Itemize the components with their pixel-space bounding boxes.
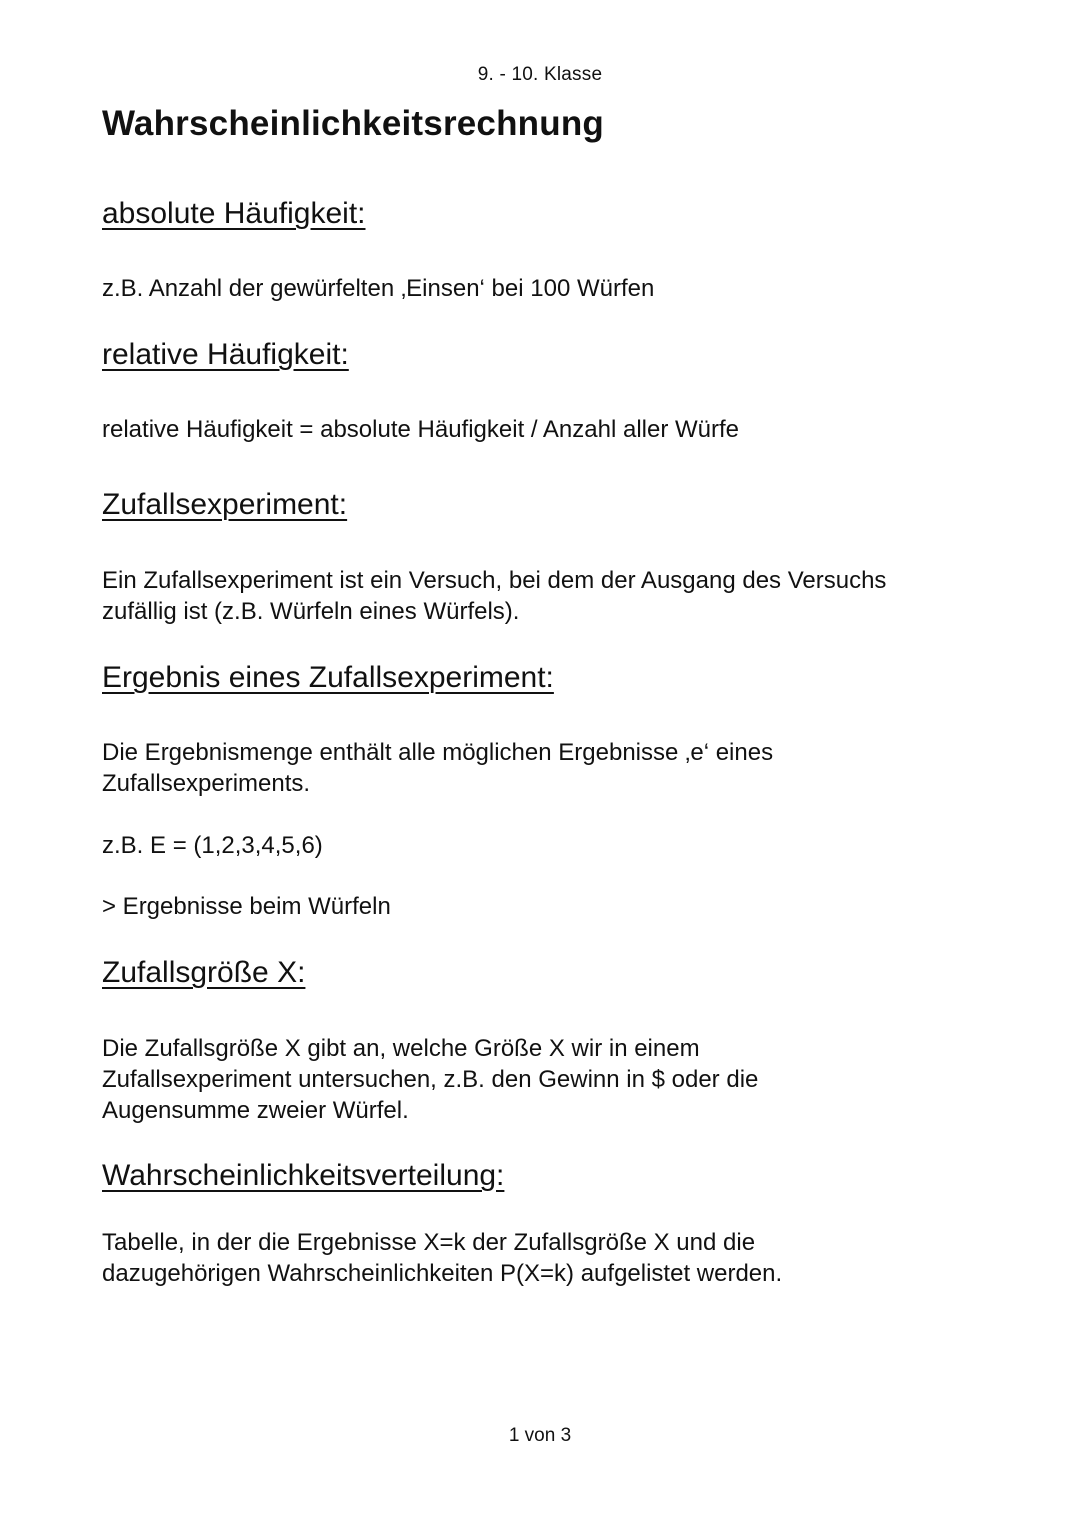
- paragraph-outcome-set-example: z.B. E = (1,2,3,4,5,6): [102, 832, 323, 859]
- heading-absolute-frequency: absolute Häufigkeit:: [102, 197, 366, 230]
- paragraph-random-variable-definition: Die Zufallsgröße X gibt an, welche Größe X wir in einem Zufallsexperiment untersuchen, z.B. den Gewinn in $ oder die Augensumme zweier Würfel.: [102, 1035, 759, 1124]
- paragraph-probability-distribution-definition: Tabelle, in der die Ergebnisse X=k der Zufallsgröße X und die dazugehörigen Wahrscheinlichkeiten P(X=k) aufgelistet werden.: [102, 1229, 783, 1287]
- grade-header: 9. - 10. Klasse: [477, 64, 603, 85]
- heading-random-experiment: Zufallsexperiment:: [102, 488, 348, 521]
- heading-probability-distribution: Wahrscheinlichkeitsverteilung:: [102, 1159, 505, 1192]
- heading-relative-frequency: relative Häufigkeit:: [102, 338, 349, 371]
- page-number: 1 von 3: [508, 1425, 572, 1446]
- paragraph-random-experiment-definition: Ein Zufallsexperiment ist ein Versuch, bei dem der Ausgang des Versuchs zufällig ist (z.B. Würfeln eines Würfels).: [102, 567, 887, 625]
- paragraph-outcome-set-definition: Die Ergebnismenge enthält alle möglichen Ergebnisse ‚e‘ eines Zufallsexperiments.: [102, 739, 774, 797]
- page-title: Wahrscheinlichkeitsrechnung: [102, 104, 604, 143]
- paragraph-relative-frequency-formula: relative Häufigkeit = absolute Häufigkeit / Anzahl aller Würfe: [102, 416, 739, 443]
- paragraph-outcome-set-note: > Ergebnisse beim Würfeln: [102, 893, 391, 920]
- heading-random-variable: Zufallsgröße X:: [102, 956, 306, 989]
- heading-experiment-outcome: Ergebnis eines Zufallsexperiment:: [102, 661, 554, 694]
- paragraph-absolute-frequency-example: z.B. Anzahl der gewürfelten ‚Einsen‘ bei 100 Würfen: [102, 275, 655, 302]
